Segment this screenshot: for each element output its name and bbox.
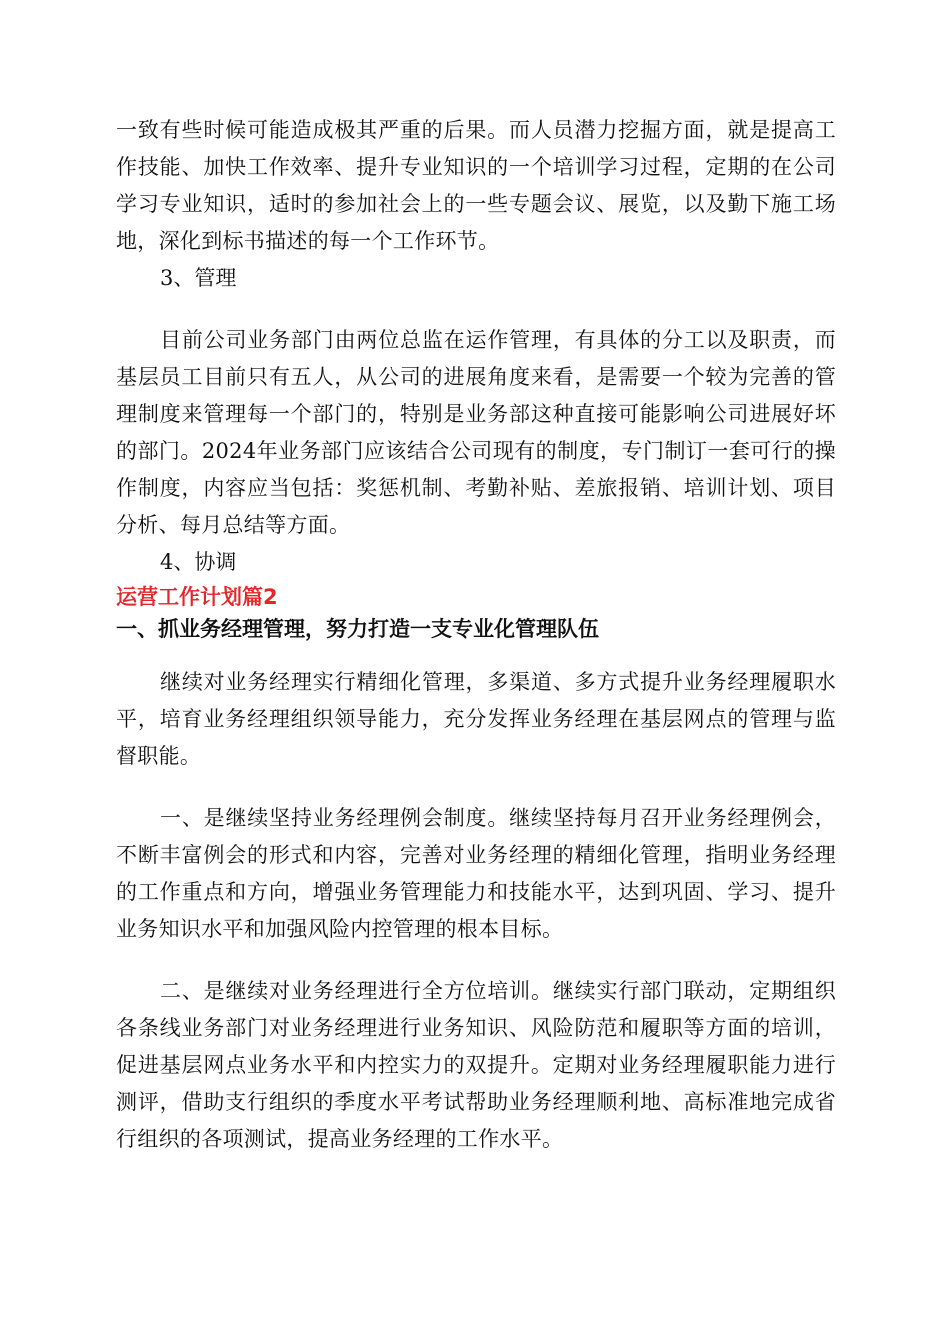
paragraph-training: 二、是继续对业务经理进行全方位培训。继续实行部门联动，定期组织各条线业务部门对业务经理进行业务知识、风险防范和履职等方面的培训，促进基层网点业务水平和内控实力的双提升。定期对业务经理履职能力进行测评，借助支行组织的季度水平考试帮助业务经理顺利地、高标准地完成省行组织的各项测试，提高业务经理的工作水平。: [116, 979, 836, 1151]
paragraph-personnel-potential: 一致有些时候可能造成极其严重的后果。而人员潜力挖掘方面，就是提高工作技能、加快工作效率、提升专业知识的一个培训学习过程，定期的在公司学习专业知识，适时的参加社会上的一些专题会议、展览，以及勤下施工场地，深化到标书描述的每一个工作环节。: [116, 118, 836, 253]
paragraph-refined-management: 继续对业务经理实行精细化管理，多渠道、多方式提升业务经理履职水平，培育业务经理组织领导能力，充分发挥业务经理在基层网点的管理与监督职能。: [116, 670, 836, 768]
subheading-management: 3、管理: [160, 266, 237, 290]
section-title: 运营工作计划篇2: [116, 585, 278, 609]
subheading-coordination: 4、协调: [160, 550, 237, 574]
paragraph-management: 目前公司业务部门由两位总监在运作管理，有具体的分工以及职责，而基层员工目前只有五人，从公司的进展角度来看，是需要一个较为完善的管理制度来管理每一个部门的，特别是业务部这种直接可能影响公司进展好坏的部门。2024年业务部门应该结合公司现有的制度，专门制订一套可行的操作制度，内容应当包括：奖惩机制、考勤补贴、差旅报销、培训计划、项目分析、每月总结等方面。: [116, 328, 836, 537]
paragraph-meeting-system: 一、是继续坚持业务经理例会制度。继续坚持每月召开业务经理例会，不断丰富例会的形式和内容，完善对业务经理的精细化管理，指明业务经理的工作重点和方向，增强业务管理能力和技能水平，达到巩固、学习、提升业务知识水平和加强风险内控管理的根本目标。: [116, 806, 836, 941]
heading-business-manager: 一、抓业务经理管理，努力打造一支专业化管理队伍: [116, 617, 599, 641]
document-page: [116, 112, 836, 1158]
